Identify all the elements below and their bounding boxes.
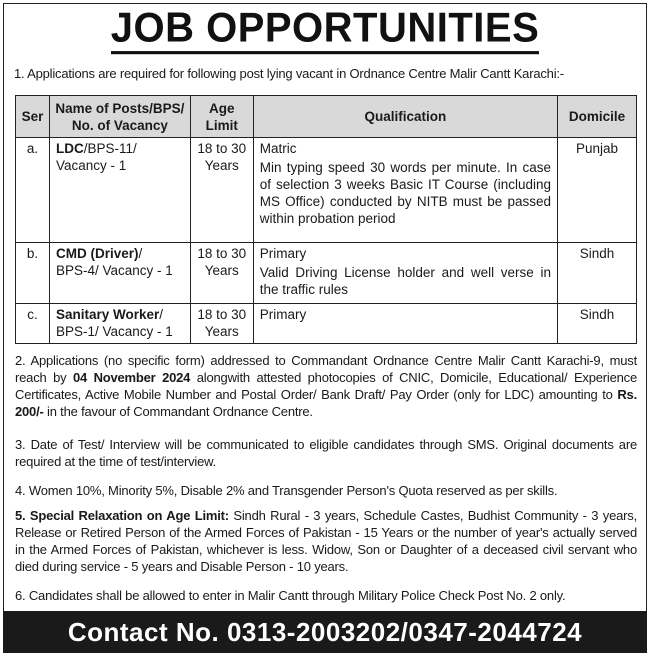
header-ser: Ser xyxy=(16,96,50,138)
row-domicile: Punjab xyxy=(558,138,637,243)
row-qualification: Primary Valid Driving License holder and well verse in the traffic rules xyxy=(253,243,557,304)
page-title: JOB OPPORTUNITIES xyxy=(0,5,650,52)
vacancy-table xyxy=(15,95,637,344)
contact-banner: Contact No. 0313-2003202/0347-2044724 xyxy=(3,611,647,653)
header-age: Age Limit xyxy=(190,96,253,138)
table-row xyxy=(16,243,637,304)
intro-text: 1. Applications are required for following post lying vacant in Ordnance Centre Malir Cantt Karachi:- xyxy=(14,66,564,81)
row-qualification: Primary xyxy=(253,304,557,344)
row-ser: b. xyxy=(16,243,50,304)
row-post: LDC/BPS-11/ Vacancy - 1 xyxy=(49,138,190,243)
row-ser: c. xyxy=(16,304,50,344)
table-row xyxy=(16,138,637,243)
paragraph-relaxation: 5. Special Relaxation on Age Limit: Sindh Rural - 3 years, Schedule Castes, Budhist Community - 3 years, Release or Retired Person of the Armed Forces of Pakistan - 15 Years or the number of year's actually served in the Armed Forces of Pakistan, whichever is less. Widow, Son or Daughter of a deceased civil servant who died during service - 5 years and Disable Person - 10 years. xyxy=(15,508,637,574)
row-domicile: Sindh xyxy=(558,304,637,344)
paragraph-application: 2. Applications (no specific form) addressed to Commandant Ordnance Centre Malir Cantt Karachi-9, must reach by 04 November 2024 alongwith attested photocopies of CNIC, Domicile, Educational/ Experience Certificates, Active Mobile Number and Postal Order/ Bank Draft/ Pay Order (only for LDC) amounting to Rs. 200/- in the favour of Commandant Ordnance Centre. xyxy=(15,353,637,419)
paragraph-quota: 4. Women 10%, Minority 5%, Disable 2% and Transgender Person's Quota reserved as per skills. xyxy=(15,483,558,498)
header-post: Name of Posts/BPS/ No. of Vacancy xyxy=(49,96,190,138)
row-age: 18 to 30 Years xyxy=(190,243,253,304)
row-age: 18 to 30 Years xyxy=(190,138,253,243)
paragraph-test-date: 3. Date of Test/ Interview will be communicated to eligible candidates through SMS. Original documents are required at the time of test/interview. xyxy=(15,437,637,469)
row-qualification: Matric Min typing speed 30 words per minute. In case of selection 3 weeks Basic IT Course (including MS Office) conducted by NITB must be passed within probation period xyxy=(253,138,557,243)
header-qualification: Qualification xyxy=(253,96,557,138)
row-post: Sanitary Worker/ BPS-1/ Vacancy - 1 xyxy=(49,304,190,344)
row-ser: a. xyxy=(16,138,50,243)
paragraph-entry: 6. Candidates shall be allowed to enter in Malir Cantt through Military Police Check Post No. 2 only. xyxy=(15,588,566,603)
table-header-row xyxy=(16,96,637,138)
row-domicile: Sindh xyxy=(558,243,637,304)
table-row xyxy=(16,304,637,344)
row-post: CMD (Driver)/ BPS-4/ Vacancy - 1 xyxy=(49,243,190,304)
row-age: 18 to 30 Years xyxy=(190,304,253,344)
header-domicile: Domicile xyxy=(558,96,637,138)
